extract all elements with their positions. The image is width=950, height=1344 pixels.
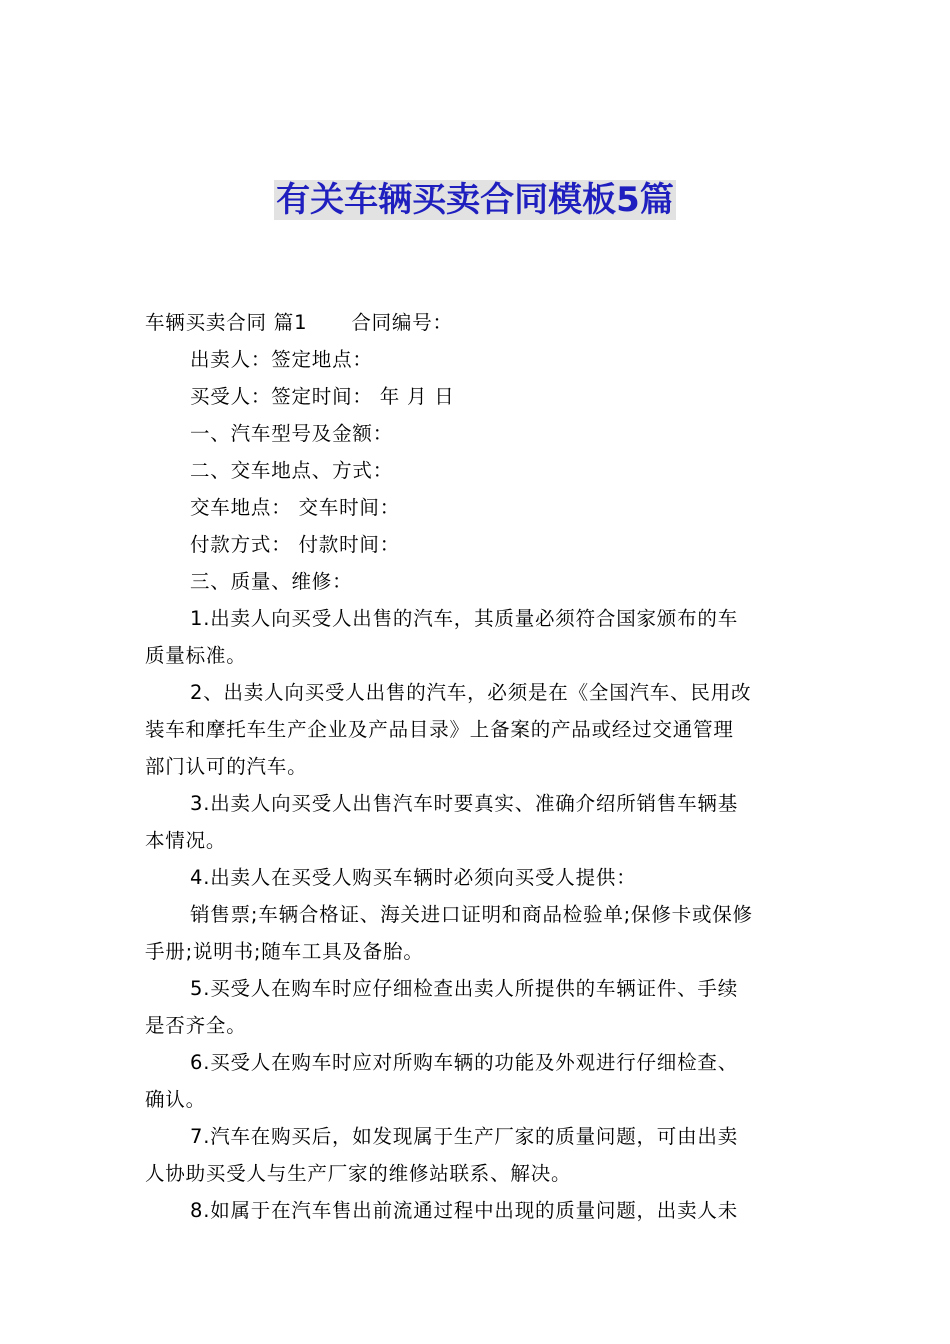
- paragraph-line: 3.出卖人向买受人出售汽车时要真实、准确介绍所销售车辆基: [190, 792, 739, 815]
- paragraph-line: 部门认可的汽车。: [145, 755, 308, 778]
- paragraph-line: 6.买受人在购车时应对所购车辆的功能及外观进行仔细检查、: [190, 1051, 739, 1074]
- paragraph-line: 付款方式： 付款时间：: [190, 533, 400, 556]
- paragraph-line: 装车和摩托车生产企业及产品目录》上备案的产品或经过交通管理: [145, 718, 734, 741]
- contract-heading: [145, 304, 809, 341]
- paragraph-line: 1.出卖人向买受人出售的汽车，其质量必须符合国家颁布的车: [190, 607, 739, 630]
- document-title-text: 有关车辆买卖合同模板5篇: [276, 180, 674, 220]
- paragraph-line: 5.买受人在购车时应仔细检查出卖人所提供的车辆证件、手续: [190, 977, 739, 1000]
- paragraph-line: 买受人：签定时间： 年 月 日: [190, 385, 455, 408]
- paragraph-line: 手册;说明书;随车工具及备胎。: [145, 940, 424, 963]
- paragraph-line: 8.如属于在汽车售出前流通过程中出现的质量问题，出卖人未: [190, 1199, 739, 1222]
- paragraph-line: 一、汽车型号及金额：: [190, 422, 394, 445]
- paragraph-line: 7.汽车在购买后，如发现属于生产厂家的质量问题，可由出卖: [190, 1125, 739, 1148]
- paragraph-line: 交车地点： 交车时间：: [190, 496, 400, 519]
- paragraph-line: 销售票;车辆合格证、海关进口证明和商品检验单;保修卡或保修: [190, 903, 753, 926]
- paragraph-line: 是否齐全。: [145, 1014, 247, 1037]
- paragraph-line: 确认。: [145, 1088, 206, 1111]
- paragraph-line: 二、交车地点、方式：: [190, 459, 394, 482]
- document-title: [0, 176, 950, 224]
- section-title: 车辆买卖合同 篇1: [145, 311, 308, 334]
- paragraph-line: 本情况。: [145, 829, 227, 852]
- paragraph-line: 2、出卖人向买受人出售的汽车，必须是在《全国汽车、民用改: [190, 681, 752, 704]
- paragraph-line: 三、质量、维修：: [190, 570, 353, 593]
- document-body: [145, 304, 809, 1229]
- paragraph-line: 人协助买受人与生产厂家的维修站联系、解决。: [145, 1162, 572, 1185]
- paragraph-line: 4.出卖人在买受人购买车辆时必须向买受人提供：: [190, 866, 637, 889]
- paragraph-line: 质量标准。: [145, 644, 247, 667]
- contract-number-label: 合同编号：: [351, 311, 453, 334]
- paragraph-line: 出卖人：签定地点：: [190, 348, 373, 371]
